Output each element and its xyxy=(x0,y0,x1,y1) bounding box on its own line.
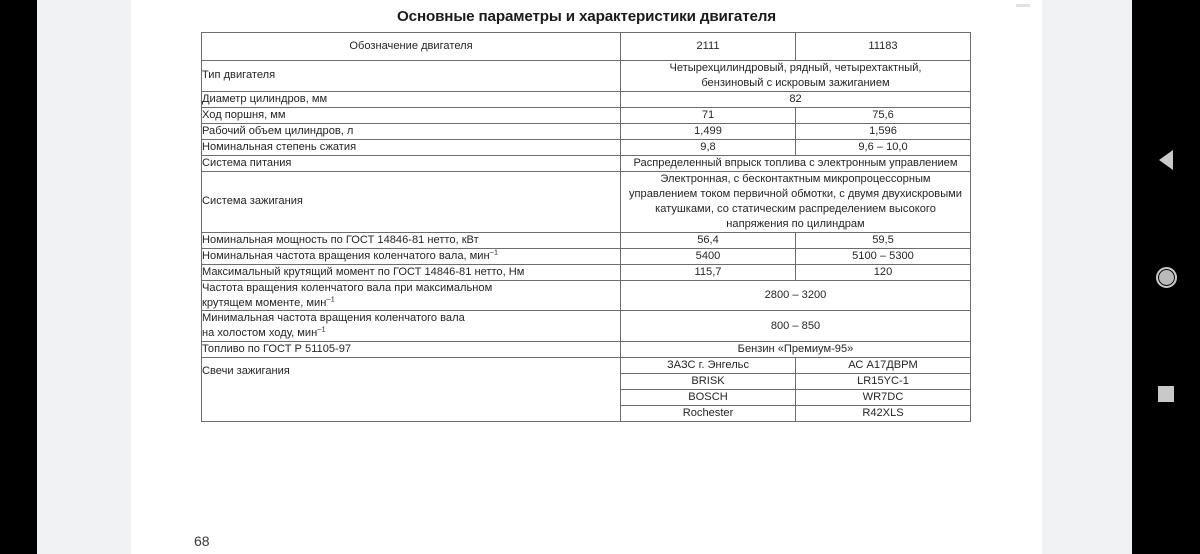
table-row xyxy=(202,155,971,171)
row-value-merged: Электронная, с бесконтактным микропроцессорным управлением током первичной обмотки, с двумя двухискровыми катушками, со статическим распределением высокого напряжения по цилиндрам xyxy=(621,171,971,232)
row-parameter-label: Рабочий объем цилиндров, л xyxy=(202,123,621,139)
row-parameter-label: Номинальная частота вращения коленчатого вала, мин$^{-1}$ xyxy=(202,248,621,264)
recents-square-icon xyxy=(1158,386,1174,402)
table-row xyxy=(202,342,971,358)
column-header-parameter: Обозначение двигателя xyxy=(202,33,621,61)
row-value-engine-2111: 9,8 xyxy=(621,139,796,155)
spark-plug-brand: BOSCH xyxy=(621,390,796,406)
page-title: Основные параметры и характеристики двигателя xyxy=(397,8,776,25)
table-row xyxy=(202,60,971,91)
device-bezel-left xyxy=(0,0,37,554)
row-value-engine-2111: 1,499 xyxy=(621,123,796,139)
recents-button[interactable] xyxy=(1132,370,1200,418)
row-value-merged: Распределенный впрыск топлива с электронным управлением xyxy=(621,155,971,171)
spark-plug-model: LR15YC-1 xyxy=(796,374,971,390)
row-parameter-label: Номинальная степень сжатия xyxy=(202,139,621,155)
back-triangle-icon xyxy=(1159,150,1173,170)
table-row xyxy=(202,358,971,374)
row-value-engine-2111: 5400 xyxy=(621,248,796,264)
row-value-engine-11183: 9,6 – 10,0 xyxy=(796,139,971,155)
unit-superscript: –1 xyxy=(326,293,335,303)
table-row xyxy=(202,248,971,264)
row-value-engine-11183: 5100 – 5300 xyxy=(796,248,971,264)
table-row xyxy=(202,123,971,139)
row-value-engine-2111: 71 xyxy=(621,107,796,123)
row-value-engine-2111: 115,7 xyxy=(621,264,796,280)
home-button[interactable] xyxy=(1132,253,1200,301)
crop-mark-icon xyxy=(1016,4,1030,7)
home-circle-icon xyxy=(1156,267,1177,288)
row-parameter-label: Минимальная частота вращения коленчатого вала на холостом ходу, мин$^{-1}$ xyxy=(202,311,621,342)
table-row xyxy=(202,139,971,155)
table-header-row xyxy=(202,33,971,61)
row-value-engine-11183: 59,5 xyxy=(796,232,971,248)
row-value-engine-11183: 1,596 xyxy=(796,123,971,139)
row-parameter-label: Диаметр цилиндров, мм xyxy=(202,91,621,107)
row-parameter-label: Топливо по ГОСТ Р 51105-97 xyxy=(202,342,621,358)
row-value-engine-11183: 120 xyxy=(796,264,971,280)
page-number: 68 xyxy=(194,533,210,549)
row-parameter-label: Тип двигателя xyxy=(202,60,621,91)
row-parameter-label: Номинальная мощность по ГОСТ 14846-81 нетто, кВт xyxy=(202,232,621,248)
table-row xyxy=(202,232,971,248)
spark-plug-brand: BRISK xyxy=(621,374,796,390)
row-parameter-label: Система зажигания xyxy=(202,171,621,232)
back-button[interactable] xyxy=(1132,136,1200,184)
spark-plug-model: WR7DC xyxy=(796,390,971,406)
row-parameter-label-spark-plugs: Свечи зажигания xyxy=(202,358,621,422)
table-row xyxy=(202,171,971,232)
unit-superscript: –1 xyxy=(489,246,499,256)
table-row xyxy=(202,280,971,311)
spark-plug-model: АС А17ДВРМ xyxy=(796,358,971,374)
row-parameter-label: Ход поршня, мм xyxy=(202,107,621,123)
table-row xyxy=(202,91,971,107)
spark-plug-model: R42XLS xyxy=(796,406,971,422)
table-row xyxy=(202,107,971,123)
spark-plug-brand: ЗАЗС г. Энгельс xyxy=(621,358,796,374)
spark-plug-brand: Rochester xyxy=(621,406,796,422)
table-row xyxy=(202,264,971,280)
row-value-merged: Четырехцилиндровый, рядный, четырехтактный, бензиновый с искровым зажиганием xyxy=(621,60,971,91)
row-value-merged: Бензин «Премиум-95» xyxy=(621,342,971,358)
row-parameter-label: Система питания xyxy=(202,155,621,171)
unit-superscript: –1 xyxy=(317,324,326,334)
column-header-engine-2111: 2111 xyxy=(621,33,796,61)
column-header-engine-11183: 11183 xyxy=(796,33,971,61)
row-parameter-label: Максимальный крутящий момент по ГОСТ 14846-81 нетто, Нм xyxy=(202,264,621,280)
android-navigation-bar xyxy=(1132,0,1200,554)
row-value-merged: 2800 – 3200 xyxy=(621,280,971,311)
table-row xyxy=(202,311,971,342)
row-value-merged: 800 – 850 xyxy=(621,311,971,342)
row-value-engine-2111: 56,4 xyxy=(621,232,796,248)
row-value-engine-11183: 75,6 xyxy=(796,107,971,123)
row-parameter-label: Частота вращения коленчатого вала при максимальном крутящем моменте, мин$^{-1}$ xyxy=(202,280,621,311)
engine-specifications-table xyxy=(201,32,971,422)
row-value-merged: 82 xyxy=(621,91,971,107)
